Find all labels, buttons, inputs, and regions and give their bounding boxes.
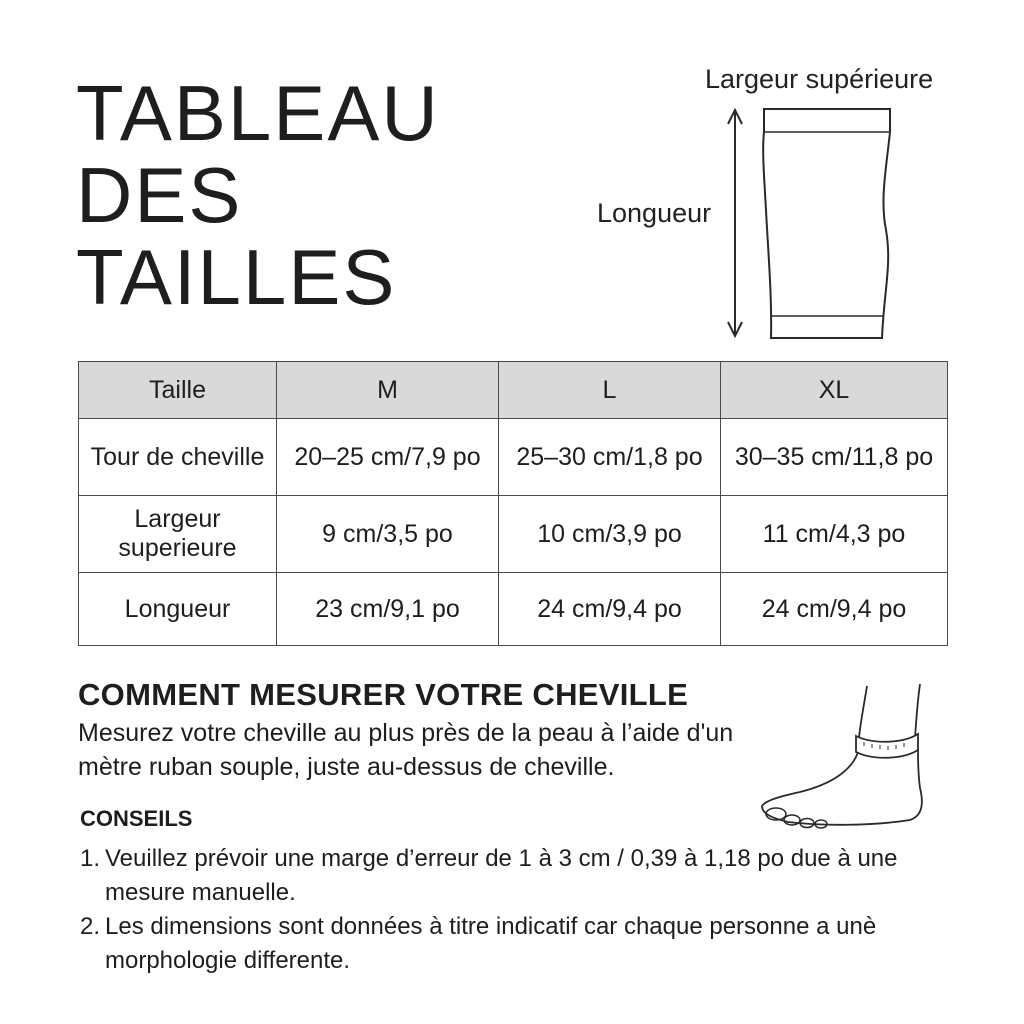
cell-value: 25–30 cm/1,8 po bbox=[499, 419, 721, 496]
header-m: M bbox=[277, 362, 499, 419]
cell-value: 24 cm/9,4 po bbox=[499, 573, 721, 646]
cell-value: 30–35 cm/11,8 po bbox=[721, 419, 948, 496]
length-label: Longueur bbox=[597, 198, 712, 228]
title-line-3: TAILLES bbox=[76, 233, 397, 321]
cell-value: 24 cm/9,4 po bbox=[721, 573, 948, 646]
cell-value: 10 cm/3,9 po bbox=[499, 496, 721, 573]
tip-number: 1. bbox=[80, 845, 101, 872]
tip-text: Les dimensions sont données à titre indicatif car chaque personne a unè morphologie differente. bbox=[105, 913, 877, 974]
cell-value: 9 cm/3,5 po bbox=[277, 496, 499, 573]
header-l: L bbox=[499, 362, 721, 419]
size-table bbox=[78, 361, 948, 646]
header-size: Taille bbox=[79, 362, 277, 419]
row-label: Largeur superieure bbox=[79, 496, 277, 573]
howto-text: Mesurez votre cheville au plus près de la peau à l’aide d'un mètre ruban souple, juste au-dessus de cheville. bbox=[78, 719, 734, 781]
header-xl: XL bbox=[721, 362, 948, 419]
table-row bbox=[79, 573, 948, 646]
tip-text: Veuillez prévoir une marge d’erreur de 1 à 3 cm / 0,39 à 1,18 po due à une mesure manuelle. bbox=[105, 845, 898, 906]
tips-list bbox=[80, 842, 940, 978]
list-item bbox=[80, 842, 940, 910]
howto-title: COMMENT MESURER VOTRE CHEVILLE bbox=[78, 677, 689, 712]
top-width-label: Largeur supérieure bbox=[705, 64, 934, 94]
title-line-1: TABLEAU bbox=[76, 69, 440, 157]
tip-number: 2. bbox=[80, 913, 101, 940]
cell-value: 20–25 cm/7,9 po bbox=[277, 419, 499, 496]
foot-measure-icon bbox=[752, 680, 952, 830]
table-header-row bbox=[79, 362, 948, 419]
tips-title: CONSEILS bbox=[80, 806, 193, 831]
sleeve-diagram bbox=[590, 60, 1010, 350]
cell-value: 23 cm/9,1 po bbox=[277, 573, 499, 646]
list-item bbox=[80, 910, 940, 978]
table-row bbox=[79, 496, 948, 573]
page-title bbox=[76, 69, 440, 321]
cell-value: 11 cm/4,3 po bbox=[721, 496, 948, 573]
row-label: Longueur bbox=[79, 573, 277, 646]
title-line-2: DES bbox=[76, 151, 243, 239]
row-label: Tour de cheville bbox=[79, 419, 277, 496]
table-row bbox=[79, 419, 948, 496]
